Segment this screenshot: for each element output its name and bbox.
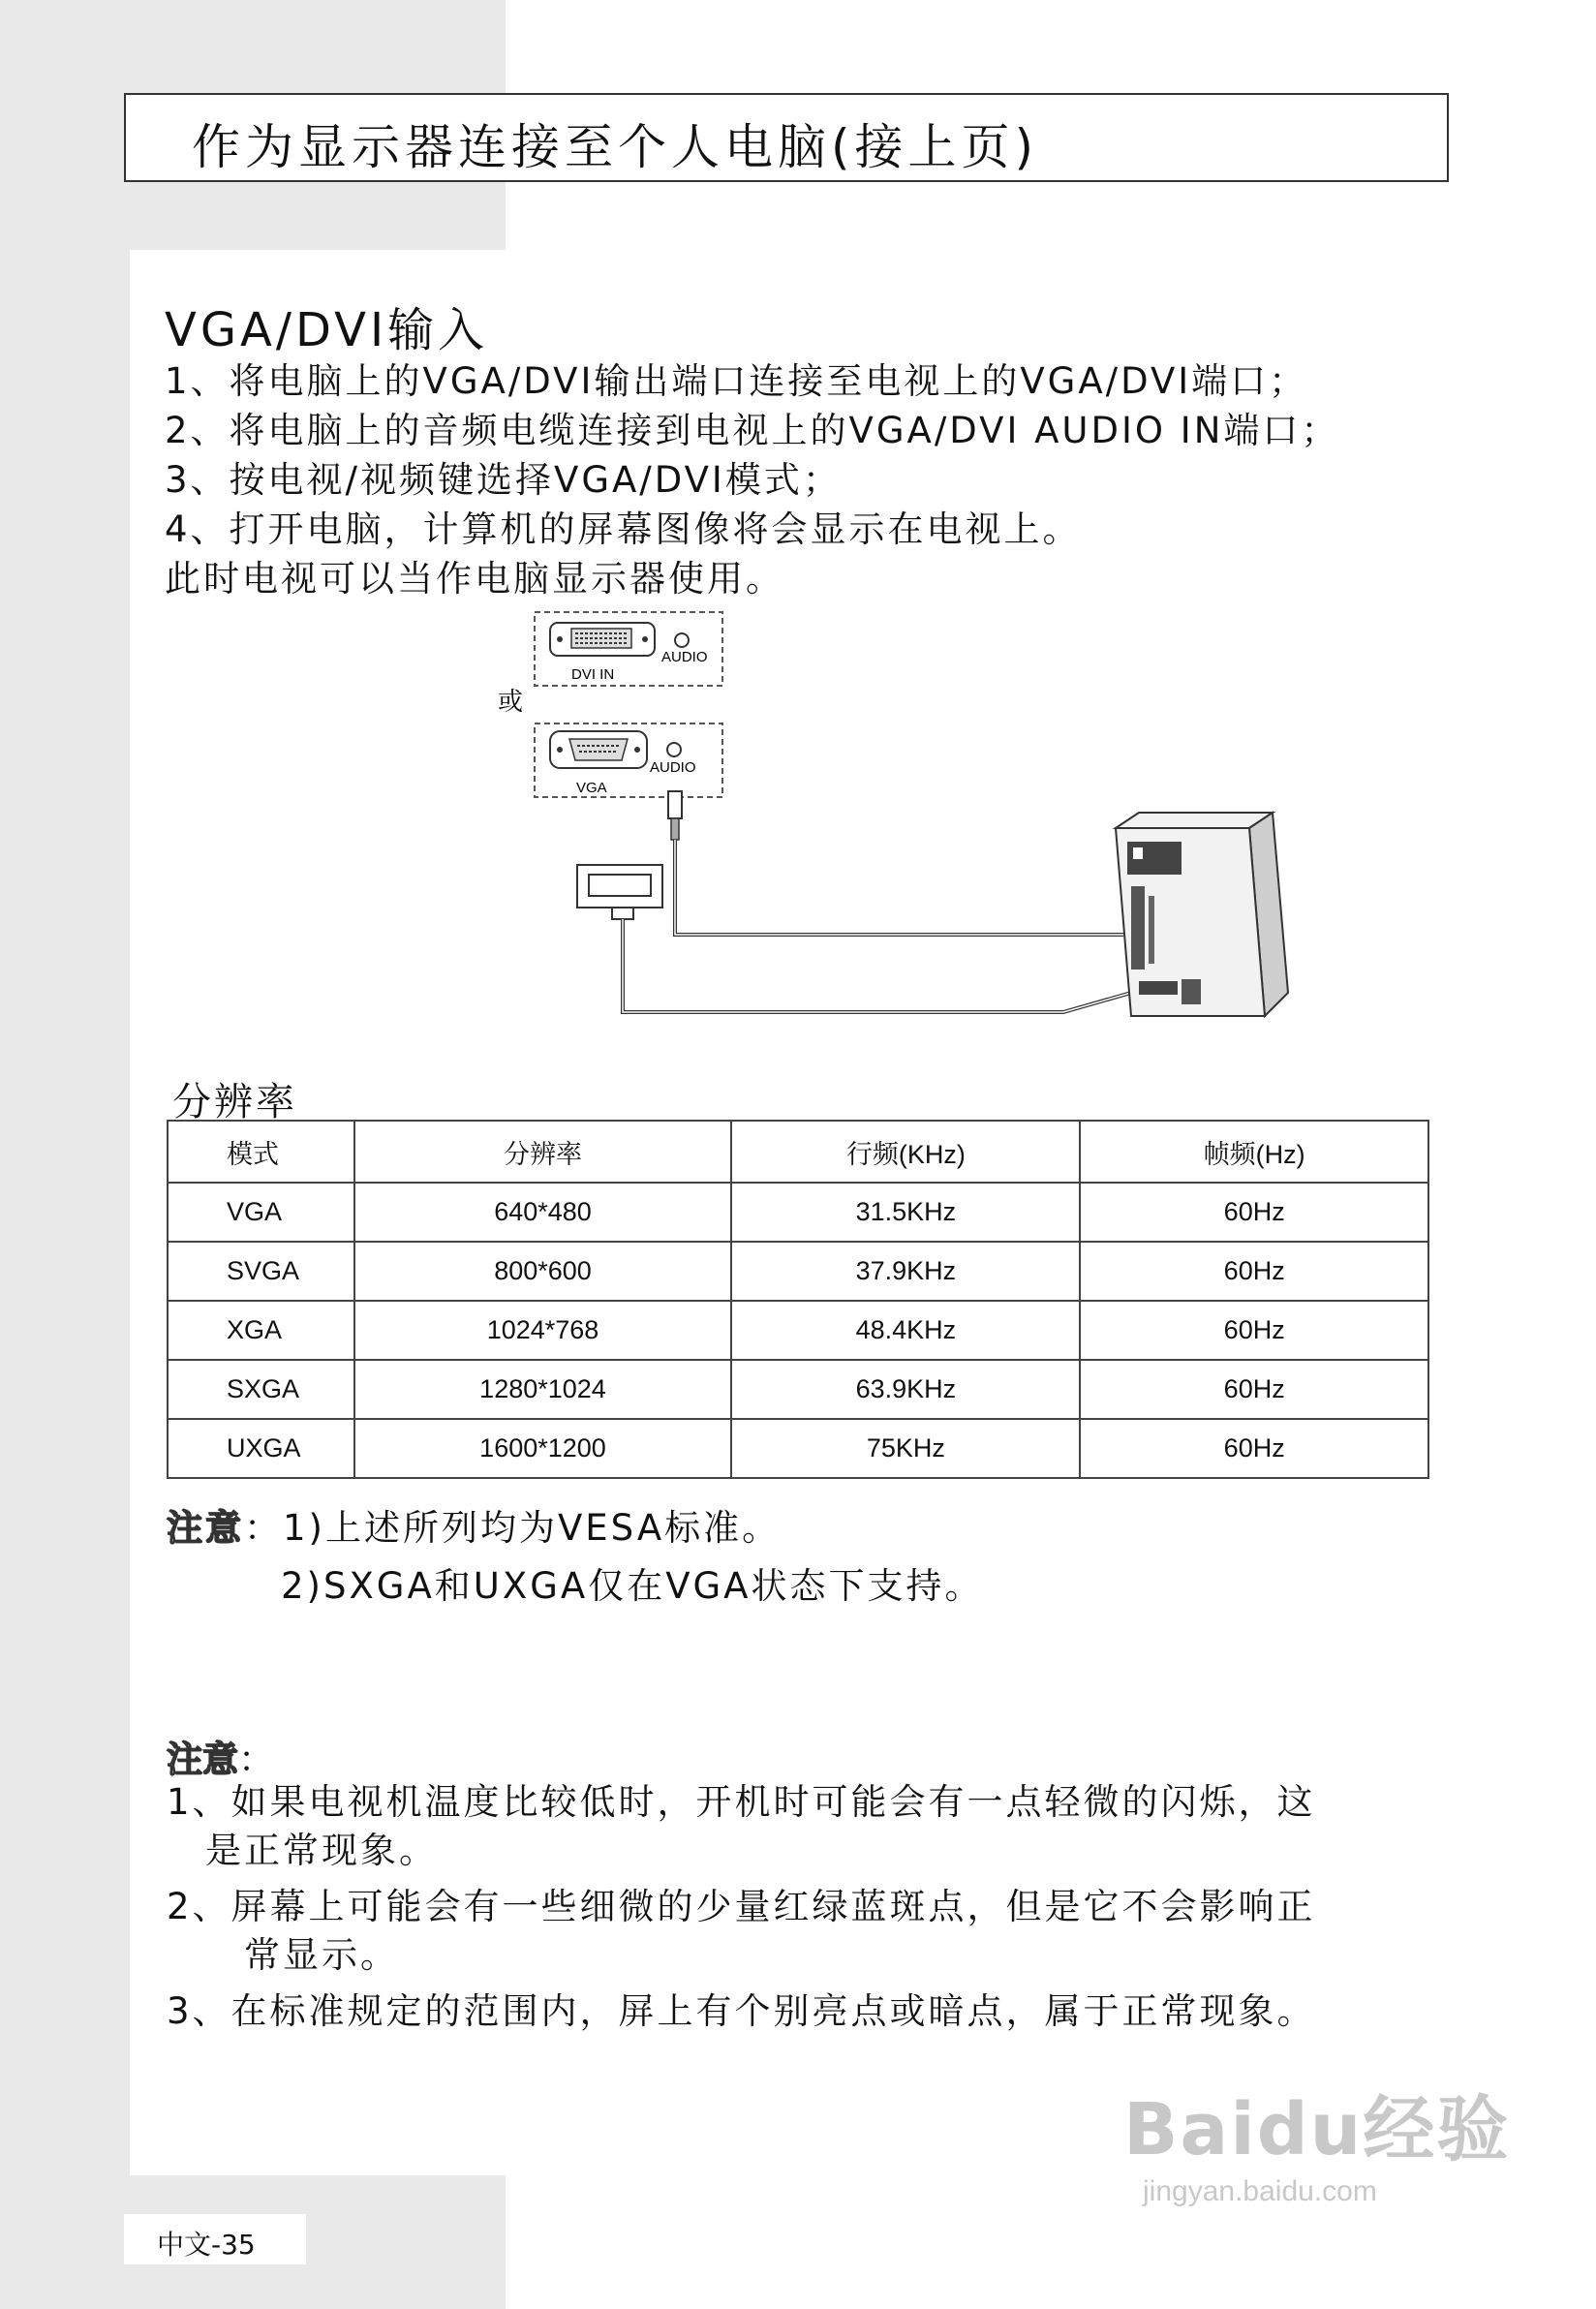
- cell-resolution: 1024*768: [354, 1301, 732, 1360]
- cell-mode: SVGA: [168, 1242, 354, 1301]
- step-4: 4、打开电脑，计算机的屏幕图像将会显示在电视上。: [165, 508, 1082, 550]
- dvi-in-label: DVI IN: [571, 666, 615, 683]
- cell-vfreq: 60Hz: [1080, 1360, 1428, 1419]
- note-item-1-cont: 是正常现象。: [167, 1830, 438, 1871]
- cell-vfreq: 60Hz: [1080, 1242, 1428, 1301]
- resolution-table-title: 分辨率: [172, 1080, 297, 1124]
- table-header-row: [168, 1121, 1428, 1183]
- cell-mode: SXGA: [168, 1360, 354, 1419]
- cell-vfreq: 60Hz: [1080, 1419, 1428, 1478]
- watermark-main: Baidu经验: [1123, 2088, 1511, 2171]
- table-row: [168, 1419, 1428, 1478]
- table-row: [168, 1242, 1428, 1301]
- header-vfreq: 帧频(Hz): [1080, 1121, 1428, 1183]
- pc-tower-icon: [1116, 813, 1288, 1016]
- cell-hfreq: 48.4KHz: [731, 1301, 1080, 1360]
- header-resolution: 分辨率: [354, 1121, 732, 1183]
- note-label: 注意: [167, 1739, 238, 1780]
- table-row: [168, 1360, 1428, 1419]
- baidu-watermark: [1123, 2073, 1510, 2208]
- cell-vfreq: 60Hz: [1080, 1301, 1428, 1360]
- resolution-table: [167, 1120, 1429, 1479]
- note-colon: ：: [238, 1739, 274, 1780]
- note-label: 注意: [167, 1507, 244, 1549]
- general-notes: [167, 1778, 1493, 2036]
- header-hfreq: 行频(KHz): [731, 1121, 1080, 1183]
- step-1: 1、将电脑上的VGA/DVI输出端口连接至电视上的VGA/DVI端口；: [165, 360, 1308, 402]
- vga-audio-label: AUDIO: [650, 759, 696, 776]
- page-title: 作为显示器连接至个人电脑(接上页): [192, 119, 1039, 175]
- note-item-3: 3、在标准规定的范围内，屏上有个别亮点或暗点，属于正常现象。: [167, 1990, 1316, 2032]
- note-colon: ：: [244, 1507, 283, 1549]
- header-mode: 模式: [168, 1121, 354, 1183]
- cell-vfreq: 60Hz: [1080, 1183, 1428, 1242]
- connection-diagram: [484, 605, 1298, 1031]
- cell-resolution: 1600*1200: [354, 1419, 732, 1478]
- vesa-note-line-2: 2)SXGA和UXGA仅在VGA状态下支持。: [281, 1565, 984, 1607]
- cell-resolution: 640*480: [354, 1183, 732, 1242]
- cell-mode: VGA: [168, 1183, 354, 1242]
- vga-audio-jack-icon: [667, 743, 681, 756]
- or-label: 或: [498, 688, 524, 717]
- cell-hfreq: 31.5KHz: [731, 1183, 1080, 1242]
- cell-hfreq: 37.9KHz: [731, 1242, 1080, 1301]
- note-item-2-cont: 常显示。: [167, 1934, 399, 1976]
- dvi-audio-jack-icon: [675, 633, 689, 647]
- section-title: VGA/DVI输入: [165, 303, 489, 357]
- dvi-audio-label: AUDIO: [661, 649, 708, 665]
- audio-plug-icon: [668, 791, 682, 818]
- table-row: [168, 1301, 1428, 1360]
- note-item-1: 1、如果电视机温度比较低时，开机时可能会有一点轻微的闪烁，这: [167, 1781, 1316, 1823]
- cell-mode: UXGA: [168, 1419, 354, 1478]
- step-2: 2、将电脑上的音频电缆连接到电视上的VGA/DVI AUDIO IN端口；: [165, 410, 1340, 451]
- page-number: 中文-35: [157, 2229, 256, 2261]
- cell-resolution: 1280*1024: [354, 1360, 732, 1419]
- step-list: [165, 356, 1339, 603]
- table-row: [168, 1183, 1428, 1242]
- vesa-note-text-1: 1)上述所列均为VESA标准。: [283, 1507, 782, 1549]
- cell-hfreq: 63.9KHz: [731, 1360, 1080, 1419]
- cell-resolution: 800*600: [354, 1242, 732, 1301]
- page-number-box: [124, 2214, 306, 2264]
- page-title-box: [124, 93, 1449, 182]
- cell-mode: XGA: [168, 1301, 354, 1360]
- audio-cable: [675, 840, 1123, 935]
- watermark-url: jingyan.baidu.com: [1143, 2175, 1377, 2207]
- cell-hfreq: 75KHz: [731, 1419, 1080, 1478]
- vga-label: VGA: [576, 780, 607, 796]
- general-notes-heading: [167, 1730, 274, 1782]
- note-item-2: 2、屏幕上可能会有一些细微的少量红绿蓝斑点，但是它不会影响正: [167, 1886, 1316, 1927]
- step-summary: 此时电视可以当作电脑显示器使用。: [165, 558, 784, 600]
- vesa-note-line-1: [167, 1499, 984, 1557]
- step-3: 3、按电视/视频键选择VGA/DVI模式；: [165, 459, 842, 501]
- vesa-notes: [167, 1499, 984, 1616]
